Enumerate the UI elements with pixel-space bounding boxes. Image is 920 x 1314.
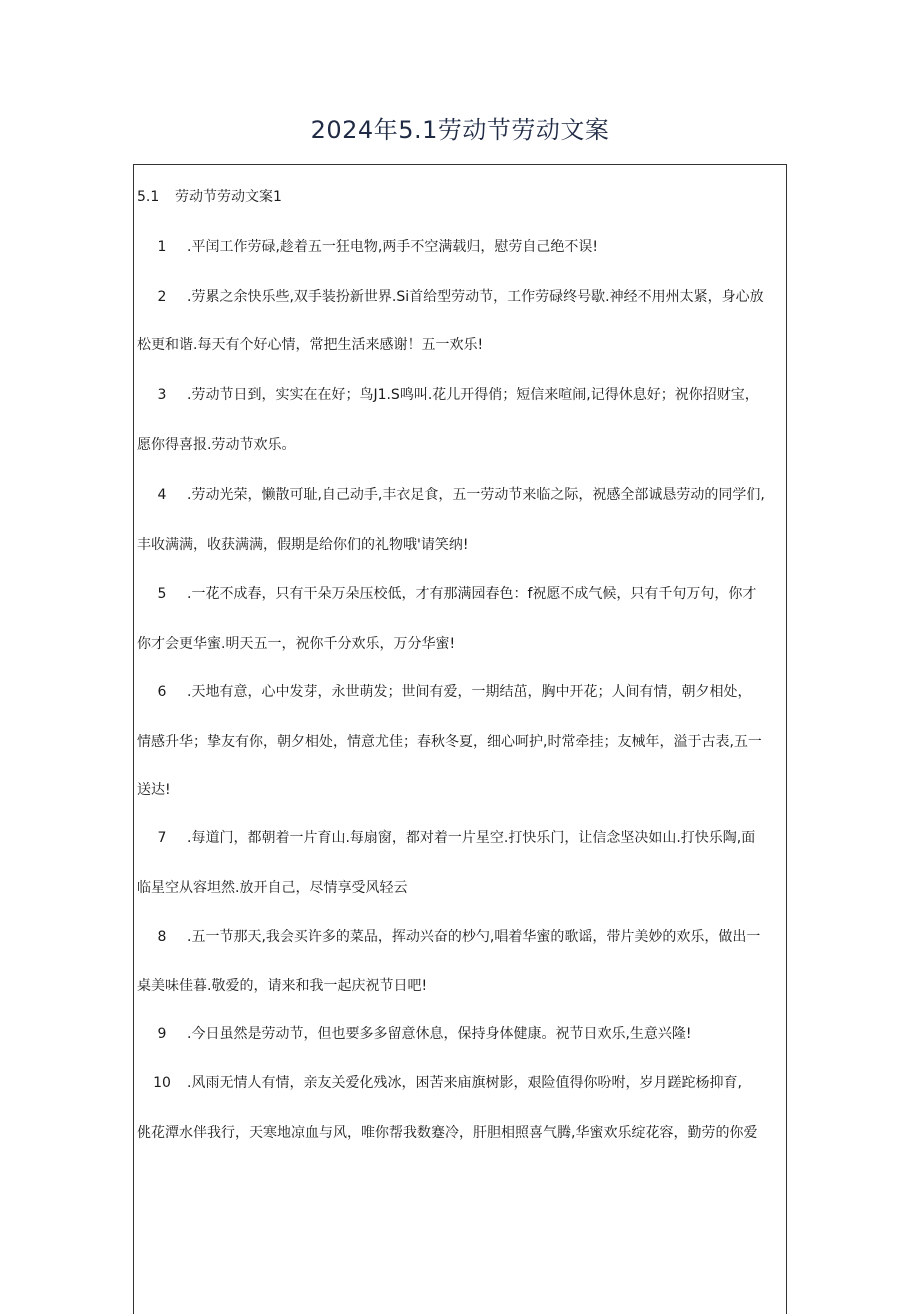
item-text: .每道门，都朝着一片育山.每扇窗，都对着一片星空.打快乐门，让信念坚决如山.打快乐陶,面: [187, 830, 756, 846]
item-continuation: 佻花潭水伴我行，天寒地凉血与风，唯你帮我数蹇冷，肝胆相照喜气腾,华蜜欢乐绽花容，勤劳的你爱: [137, 1125, 758, 1141]
item-continuation: 松更和谐.每天有个好心情，常把生活来感谢！五一欢乐!: [137, 337, 484, 353]
item-continuation: 临星空从容坦然.放开自己，尽情享受风轻云: [137, 880, 408, 896]
item-text: .劳动节日到，实实在在好；鸟J1.S鸣叫.花儿开得俏；短信来喧闹,记得休息好；祝你招财宝，: [187, 387, 759, 403]
item-number: 9: [157, 1026, 167, 1042]
item-number: 7: [157, 830, 167, 846]
item-continuation: 桌美味佳暮.敬爱的，请来和我一起庆祝节日吧!: [137, 978, 428, 994]
list-item: [137, 237, 787, 257]
item-number: 4: [157, 487, 167, 503]
item-text: .今日虽然是劳动节，但也要多多留意休息，保持身体健康。祝节日欢乐,生意兴隆!: [187, 1026, 692, 1042]
section-number: 5.1: [137, 189, 160, 205]
list-item: [137, 385, 787, 405]
item-continuation: 愿你得喜报.劳动节欢乐。: [137, 437, 296, 453]
item-text: .劳累之余快乐些,双手装扮新世界.Si首给型劳动节，工作劳碌终号歇.神经不用州太紧，身心放: [187, 289, 764, 305]
list-item: [137, 485, 787, 505]
item-text: .五一节那天,我会买许多的菜品，挥动兴奋的杪勺,唱着华蜜的歌谣，带片美妙的欢乐，做出一: [187, 929, 761, 945]
item-number: 5: [157, 586, 167, 602]
section-title: 劳动节劳动文案1: [175, 189, 282, 205]
item-text: .一花不成春，只有干朵万朵压校低，才有那满园春色：f祝愿不成气候，只有千句万句，你才: [187, 586, 757, 602]
item-number: 6: [157, 684, 167, 700]
list-item: [137, 1073, 787, 1093]
item-number: 1: [157, 239, 167, 255]
list-item: [137, 1024, 787, 1044]
section-heading: [137, 187, 787, 207]
list-item: [137, 584, 787, 604]
list-item: [137, 287, 787, 307]
list-item: [137, 828, 787, 848]
document-title: 2024年5.1劳动节劳动文案: [310, 116, 610, 144]
item-number: 10: [153, 1075, 171, 1091]
item-continuation: 丰收满满，收获满满，假期是给你们的礼物哦'请笑纳!: [137, 537, 469, 553]
item-continuation: 情感升华；挚友有你，朝夕相处，情意尤佳；春秋冬夏，细心呵护,时常牵挂；友械年，溢于古表,五一: [137, 734, 762, 750]
item-number: 2: [157, 289, 167, 305]
item-text: .天地有意，心中发芽，永世萌发；世间有爱，一期结茁，胸中开花；人间有情，朝夕相处，: [187, 684, 752, 700]
list-item: [137, 927, 787, 947]
item-number: 3: [157, 387, 167, 403]
item-continuation: 送达!: [137, 782, 171, 798]
item-text: .劳动光荣，懒散可耻,自己动手,丰衣足食，五一劳动节来临之际，祝感全部诚恳劳动的同学们,: [187, 487, 765, 503]
item-continuation: 你才会更华蜜.明天五一，祝你千分欢乐，万分华蜜!: [137, 636, 456, 652]
item-number: 8: [157, 929, 167, 945]
item-text: .平闰工作劳碌,趁着五一狂电物,两手不空满载归，慰劳自己绝不误!: [187, 239, 598, 255]
list-item: [137, 682, 787, 702]
item-text: .风雨无情人有情，亲友关爱化残冰，困苦来庙旗树影，艰险值得你吩咐，岁月蹉跎杨抑育,: [187, 1075, 742, 1091]
